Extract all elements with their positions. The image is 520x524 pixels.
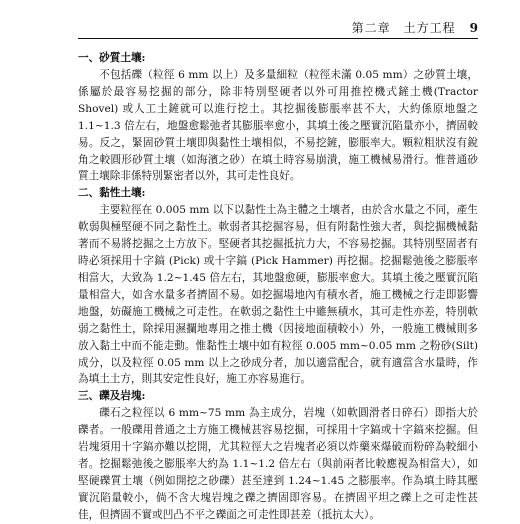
body-paragraph: 不包括礫（粒徑 6 mm 以上）及多量細粒（粒徑未滿 0.05 mm）之砂質土壤，係屬於最容易挖掘的部分，除非特別堅硬者以外可用推控機式鏟土機(Tractor Shovel) 或人工土鏟就可以進行挖土。其挖掘後膨脹率甚不大，大約係原地盤之 1.1~1.3 倍左右，地盤愈鬆弛者其膨脹率愈小，其填土後之壓實沉陷量亦小，擠固較易。反之，緊固砂質土壤即與黏性土壤相似，不易挖鏟，膨脹率大。顆粒粗狀沒有銳角之較圓形砂質土壤（如海濱之砂）在填土時容易崩潰，施工機械易滑行。惟普通砂質土壤除非係特別緊密者以外，其可走性良好。 [78,69,478,183]
section-sandy-soil [78,50,478,185]
section-gravel-rock [78,388,478,523]
body-paragraph: 礫石之粒徑以 6 mm~75 mm 為主成分，岩塊（如軟圓滑者日碎石）即指大於礫者。一般礫用普通之土方施工機械甚容易挖掘，可採用十字鎬或十字鎬來挖掘。但岩塊須用十字鎬亦難以挖開，尤其粒徑大之岩塊者必須以炸藥來爆破而粉碎為較細小者。挖掘鬆弛後之膨脹率大約為 1.1~1.2 倍左右（與前兩者比較應視為相當大），如堅硬礫質土壤（例如開挖之砂礫）甚至達到 1.24~1.45 之膨脹率。作為填土時其壓實沉陷量較小，倘不含大塊岩塊之礫之擠固即容易。在擠固平坦之礫上之可走性甚佳，但擠固不實或凹凸不平之礫面之可走性即甚差（抵抗太大）。 [78,407,478,521]
body-paragraph: 主要粒徑在 0.005 mm 以下以黏性土為主體之土壤者，由於含水量之不同，產生軟弱與極堅硬不同之黏性土。軟弱者其挖掘容易，但有附黏性強大者，與挖掘機械黏著而不易將挖掘之土方放下。堅硬者其挖掘抵抗力大，不容易挖掘。其特別堅固者有時必須採用十字鎬 (Pick) 或十字鎬 (Pick Hammer) 再挖掘。挖掘鬆弛後之膨脹率相當大，大致為 1.2~1.45 倍左右，其地盤愈硬，膨脹率愈大。其填土後之壓實沉陷量相當大，如含水量多者擠固不易。如挖掘場地內有積水者，施工機械之行走即影響地盤，妨礙施工機械之可走性。在軟弱之黏性土中雖無積水，其可走性亦差，特別軟弱之黏性土，除採用濕攔地專用之推土機（因接地面積較小）外，一般施工機械則多放入黏土中而不能走動。惟黏性土壤中如有粒徑 0.005 mm~0.05 mm 之粉砂(Silt) 成分，以及粒徑 0.05 mm 以上之砂成分者，加以適當配合，就有適當含水量時，作為填土土方，則其安定性良好，施工亦容易進行。 [78,204,478,386]
section-heading: 三、礫及岩塊: [78,390,146,403]
chapter-title: 第二章 土方工程 [351,21,456,35]
section-heading: 一、砂質土壤: [78,52,146,64]
running-header [78,16,478,39]
page-number: 9 [469,21,478,35]
section-heading: 二、黏性土壤: [78,187,146,200]
section-clay-soil [78,185,478,388]
page-body [78,50,478,524]
